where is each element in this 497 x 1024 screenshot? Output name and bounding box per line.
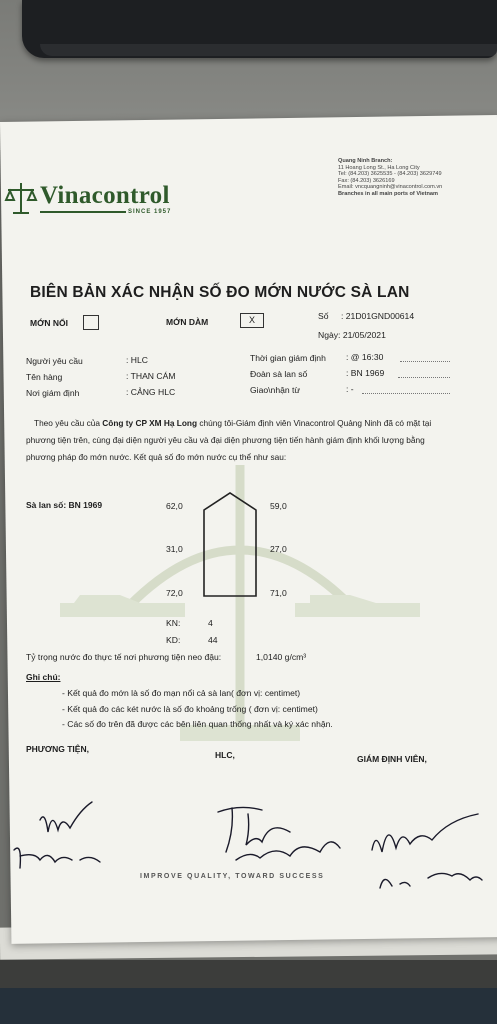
draft-left-top: 62,0 <box>166 501 183 511</box>
branch-address: 11 Hoang Long St., Ha Long City <box>338 164 420 171</box>
logo-wordmark: Vinacontrol <box>40 182 170 209</box>
scale-logo-icon <box>4 180 38 216</box>
branch-fax: Fax: (84.203) 3626169 <box>338 177 395 184</box>
hlc-signature <box>218 807 340 860</box>
note-3: - Các số đo trên đã được các bên liên quan thống nhất và ký xác nhận. <box>62 719 333 729</box>
kd-label: KD: <box>166 635 181 645</box>
mon-noi-label: MỚN NỔI <box>30 318 68 328</box>
mon-dam-checkbox[interactable]: X <box>240 313 264 328</box>
company-slogan: IMPROVE QUALITY, TOWARD SUCCESS <box>140 873 325 880</box>
kn-value: 4 <box>208 618 213 628</box>
branch-info <box>338 158 497 198</box>
vessel-signer-label: PHƯƠNG TIỆN, <box>26 744 89 754</box>
intro-pre: Theo yêu cầu của <box>34 418 103 428</box>
so-value: : 21D01GND00614 <box>341 311 415 321</box>
surveyor-signature <box>372 814 478 852</box>
branch-note: Branches in all main ports of Vietnam <box>338 190 438 197</box>
note-1: - Kết quả đo mớn là số đo mạn nổi cả sà lan( đơn vị: centimet) <box>62 688 301 698</box>
hlc-signer-label: HLC, <box>215 750 235 760</box>
draft-left-bot: 72,0 <box>166 588 183 598</box>
company-name: Công ty CP XM Hạ Long <box>102 418 198 428</box>
location-label: Nơi giám định <box>26 388 80 398</box>
floor-area <box>0 988 497 1024</box>
cargo-label: Tên hàng <box>26 372 63 382</box>
barge-number: Sà lan số: BN 1969 <box>26 500 103 510</box>
branch-tel: Tel: (84.203) 3625535 - (84.203) 3629749 <box>338 171 442 178</box>
barge-group-label: Đoàn sà lan số <box>250 369 308 379</box>
branch-email: Email: vncquangninh@vinacontrol.com.vn <box>338 184 443 191</box>
logo-since: SINCE 1957 <box>128 209 172 215</box>
barge-shape <box>200 490 260 602</box>
location-value: : CẢNG HLC <box>126 387 176 397</box>
draft-left-mid: 31,0 <box>166 544 183 554</box>
document-title: BIÊN BẢN XÁC NHẬN SỐ ĐO MỚN NƯỚC SÀ LAN <box>30 284 410 301</box>
handover-line <box>362 393 450 394</box>
time-value: : @ 16:30 <box>346 352 384 362</box>
requester-value: : HLC <box>126 355 148 365</box>
so-label: Số <box>318 311 329 321</box>
time-label: Thời gian giám định <box>250 353 326 363</box>
handover-value: : - <box>346 384 354 394</box>
logo-rule <box>40 211 126 213</box>
draft-right-bot: 71,0 <box>270 588 287 598</box>
note-2: - Kết quả đo các két nước là số đo khoảng trống ( đơn vị: centimet) <box>62 704 318 714</box>
handwritten-signatures <box>0 790 497 900</box>
surveyor-signer-label: GIÁM ĐỊNH VIÊN, <box>357 754 427 764</box>
handover-label: Giao\nhận từ <box>250 385 301 395</box>
density-value: 1,0140 g/cm³ <box>256 652 307 662</box>
barge-group-value: : BN 1969 <box>346 368 385 378</box>
draft-right-top: 59,0 <box>270 501 287 511</box>
time-line <box>400 361 450 362</box>
requester-label: Người yêu cầu <box>26 356 83 366</box>
branch-title: Quang Ninh Branch: <box>338 158 393 164</box>
date-value: Ngày: 21/05/2021 <box>318 330 386 340</box>
draft-right-mid: 27,0 <box>270 544 287 554</box>
kd-value: 44 <box>208 635 218 645</box>
mon-dam-label: MỚN DÀM <box>166 317 209 327</box>
intro-paragraph <box>26 415 456 466</box>
cargo-value: : THAN CÁM <box>126 371 176 381</box>
laptop-hinge <box>40 44 497 56</box>
barge-group-line <box>398 377 450 378</box>
kn-label: KN: <box>166 618 181 628</box>
vessel-signature <box>40 802 92 832</box>
intro-post: chúng tôi-Giám định viên Vinacontrol Quảng Ninh đã có mặt tại phương tiện trên, cùng đại diện người yêu cầu và đại diện phương tiện tiến hành giám định khối lượng bằng phương pháp đo mớn nước. Kết quả số đo mớn nước cụ thể như sau: <box>26 418 432 462</box>
density-text: Tỷ trọng nước đo thực tế nơi phương tiện neo đậu: <box>26 652 222 662</box>
notes-title: Ghi chú: <box>26 672 61 682</box>
vinacontrol-logo <box>4 180 194 220</box>
mon-noi-checkbox[interactable] <box>83 315 99 330</box>
